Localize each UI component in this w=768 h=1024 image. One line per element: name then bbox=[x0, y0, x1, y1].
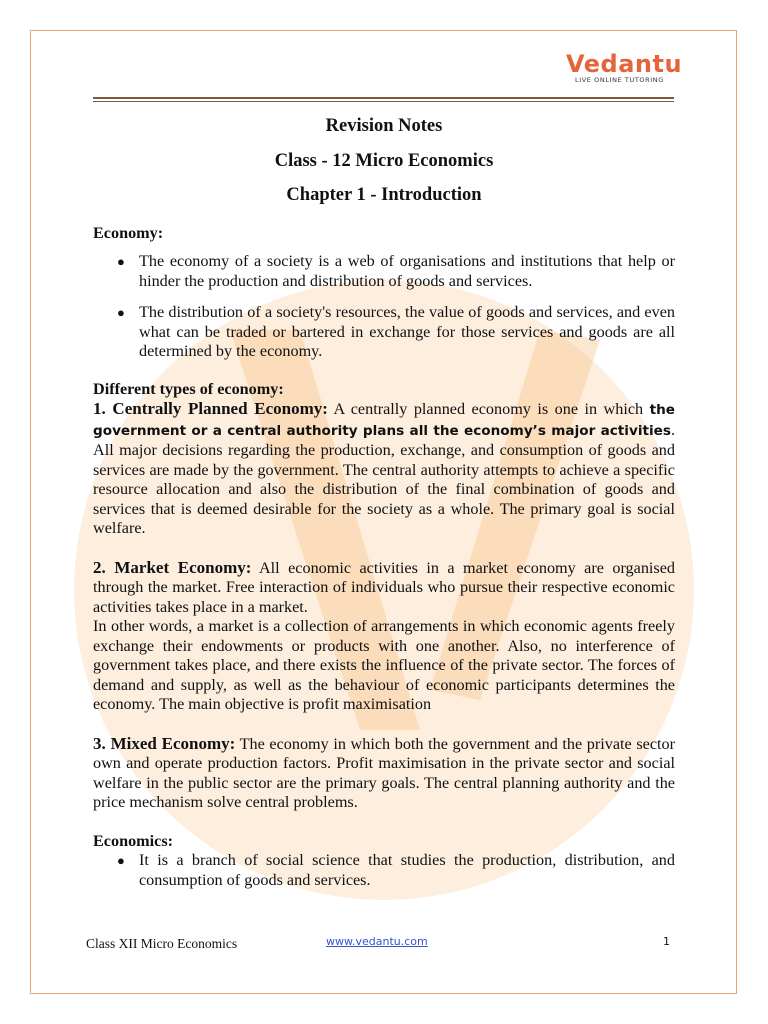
doc-title: Revision Notes bbox=[325, 116, 443, 136]
economy-list bbox=[93, 252, 675, 362]
header-rule-thin bbox=[93, 101, 674, 102]
mixed-title: 3. Mixed Economy: bbox=[93, 733, 236, 753]
vedantu-logo bbox=[566, 50, 686, 90]
centrally-planned-emphasis: the government or a central authority plans all the economy’s major activities bbox=[93, 402, 675, 439]
footer-website-link[interactable]: www.vedantu.com bbox=[326, 935, 428, 948]
market-title: 2. Market Economy: bbox=[93, 557, 252, 577]
logo-word: Vedantu bbox=[566, 50, 683, 78]
list-item: ● It is a branch of social science that studies the production, distribution, and consumption of goods and services. bbox=[117, 851, 675, 889]
economics-heading: Economics: bbox=[93, 831, 174, 850]
centrally-planned-title: 1. Centrally Planned Economy: bbox=[93, 399, 328, 418]
bullet-icon: ● bbox=[117, 853, 125, 868]
economics-list bbox=[93, 851, 675, 890]
market-paragraph-2: In other words, a market is a collection of arrangements in which economic agents freely exchange their endowments or products with one another. Also, no interference of government takes place, and there exists the influence of the private sector. The forces of demand and supply, as well as the behaviour of economic participants determines the economy. The main objective is profit maximisation bbox=[93, 617, 675, 713]
page-number: 1 bbox=[663, 935, 670, 948]
types-heading: Different types of economy: bbox=[93, 379, 284, 398]
bullet-icon: ● bbox=[117, 254, 125, 269]
header-rule bbox=[93, 97, 674, 99]
centrally-planned-paragraph: 1. Centrally Planned Economy: A centrally planned economy is one in which the government or a central authority plans all the economy’s major activities. All major decisions regarding the production, exchange, and consumption of goods and services are made by the government. The central authority attempts to achieve a specific resource allocation and also the distribution of the final combination of goods and services that is deemed desirable for the society as a whole. The primary goal is social welfare. bbox=[93, 399, 675, 537]
bullet-icon: ● bbox=[117, 305, 125, 320]
mixed-paragraph: 3. Mixed Economy: The economy in which both the government and the private sector own and operate production factors. Profit maximisation in the private sector and social welfare in the public sector are the primary goals. The central planning authority and the price mechanism solve central problems. bbox=[93, 733, 675, 811]
list-item: ● The economy of a society is a web of organisations and institutions that help or hinder the production and distribution of goods and services. bbox=[117, 252, 675, 290]
list-item: ● The distribution of a society's resources, the value of goods and services, and even what can be traded or bartered in exchange for those services and goods are all determined by the economy. bbox=[117, 303, 675, 360]
economy-heading: Economy: bbox=[93, 223, 164, 242]
doc-class: Class - 12 Micro Economics bbox=[274, 150, 494, 171]
logo-tagline: LIVE ONLINE TUTORING bbox=[575, 76, 664, 84]
document-body bbox=[93, 115, 675, 890]
doc-chapter: Chapter 1 - Introduction bbox=[286, 185, 482, 205]
footer-class-label: Class XII Micro Economics bbox=[86, 936, 238, 951]
market-paragraph: 2. Market Economy: All economic activities in a market economy are organised through the market. Free interaction of individuals who pursue their respective economic activities takes place in a market. bbox=[93, 557, 675, 616]
